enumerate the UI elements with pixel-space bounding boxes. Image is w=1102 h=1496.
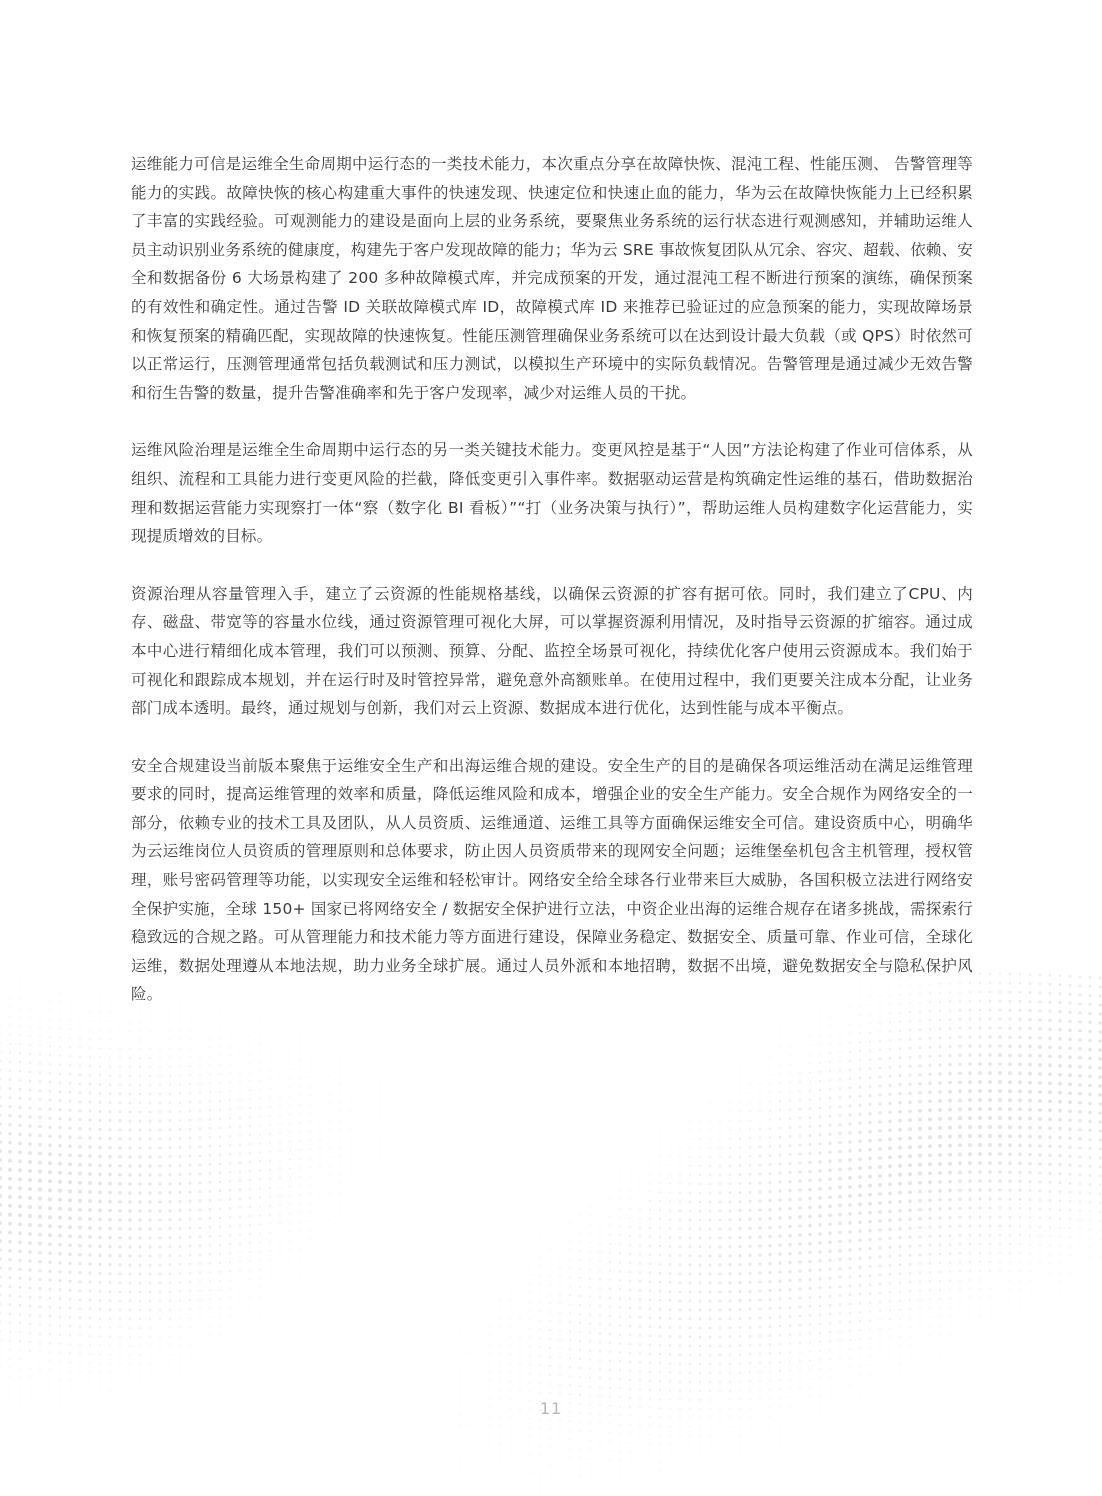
body-text <box>131 150 973 1038</box>
page-number: 11 <box>539 1399 563 1418</box>
paragraph-security-compliance: 安全合规建设当前版本聚焦于运维安全生产和出海运维合规的建设。安全生产的目的是确保各项运维活动在满足运维管理要求的同时，提高运维管理的效率和质量，降低运维风险和成本，增强企业的安全生产能力。安全合规作为网络安全的一部分，依赖专业的技术工具及团队，从人员资质、运维通道、运维工具等方面确保运维安全可信。建设资质中心，明确华为云运维岗位人员资质的管理原则和总体要求，防止因人员资质带来的现网安全问题；运维堡垒机包含主机管理，授权管理，账号密码管理等功能，以实现安全运维和轻松审计。网络安全给全球各行业带来巨大威胁，各国积极立法进行网络安全保护实施，全球 150+ 国家已将网络安全 / 数据安全保护进行立法，中资企业出海的运维合规存在诸多挑战，需探索行稳致远的合规之路。可从管理能力和技术能力等方面进行建设，保障业务稳定、数据安全、质量可靠、作业可信，全球化运维，数据处理遵从本地法规，助力业务全球扩展。通过人员外派和本地招聘，数据不出境，避免数据安全与隐私保护风险。 <box>131 756 973 1004</box>
paragraph-ops-capability-trust: 运维能力可信是运维全生命周期中运行态的一类技术能力，本次重点分享在故障快恢、混沌工程、性能压测、 告警管理等能力的实践。故障快恢的核心构建重大事件的快速发现、快速定位和快速止血的能力，华为云在故障快恢能力上已经积累了丰富的实践经验。可观测能力的建设是面向上层的业务系统，要聚焦业务系统的运行状态进行观测感知，并辅助运维人员主动识别业务系统的健康度，构建先于客户发现故障的能力；华为云 SRE 事故恢复团队从冗余、容灾、超载、依赖、安全和数据备份 6 大场景构建了 200 多种故障模式库，并完成预案的开发，通过混沌工程不断进行预案的演练，确保预案的有效性和确定性。通过告警 ID 关联故障模式库 ID，故障模式库 ID 来推荐已验证过的应急预案的能力，实现故障场景和恢复预案的精确匹配，实现故障的快速恢复。性能压测管理确保业务系统可以在达到设计最大负载（或 QPS）时依然可以正常运行，压测管理通常包括负载测试和压力测试，以模拟生产环境中的实际负载情况。告警管理是通过减少无效告警和衍生告警的数量，提升告警准确率和先于客户发现率，减少对运维人员的干扰。 <box>131 155 973 402</box>
paragraph-resource-governance: 资源治理从容量管理入手，建立了云资源的性能规格基线，以确保云资源的扩容有据可依。同时，我们建立了CPU、内存、磁盘、带宽等的容量水位线，通过资源管理可视化大屏，可以掌握资源利用情况，及时指导云资源的扩缩容。通过成本中心进行精细化成本管理，我们可以预测、预算、分配、监控全场景可视化，持续优化客户使用云资源成本。我们始于可视化和跟踪成本规划，并在运行时及时管控异常，避免意外高额账单。在使用过程中，我们更要关注成本分配，让业务部门成本透明。最终，通过规划与创新，我们对云上资源、数据成本进行优化，达到性能与成本平衡点。 <box>131 584 973 718</box>
paragraph-ops-risk-governance: 运维风险治理是运维全生命周期中运行态的另一类关键技术能力。变更风控是基于“人因”方法论构建了作业可信体系，从组织、流程和工具能力进行变更风险的拦截，降低变更引入事件率。数据驱动运营是构筑确定性运维的基石，借助数据治理和数据运营能力实现察打一体“察（数字化 BI 看板）”“打（业务决策与执行）”，帮助运维人员构建数字化运营能力，实现提质增效的目标。 <box>131 441 973 546</box>
